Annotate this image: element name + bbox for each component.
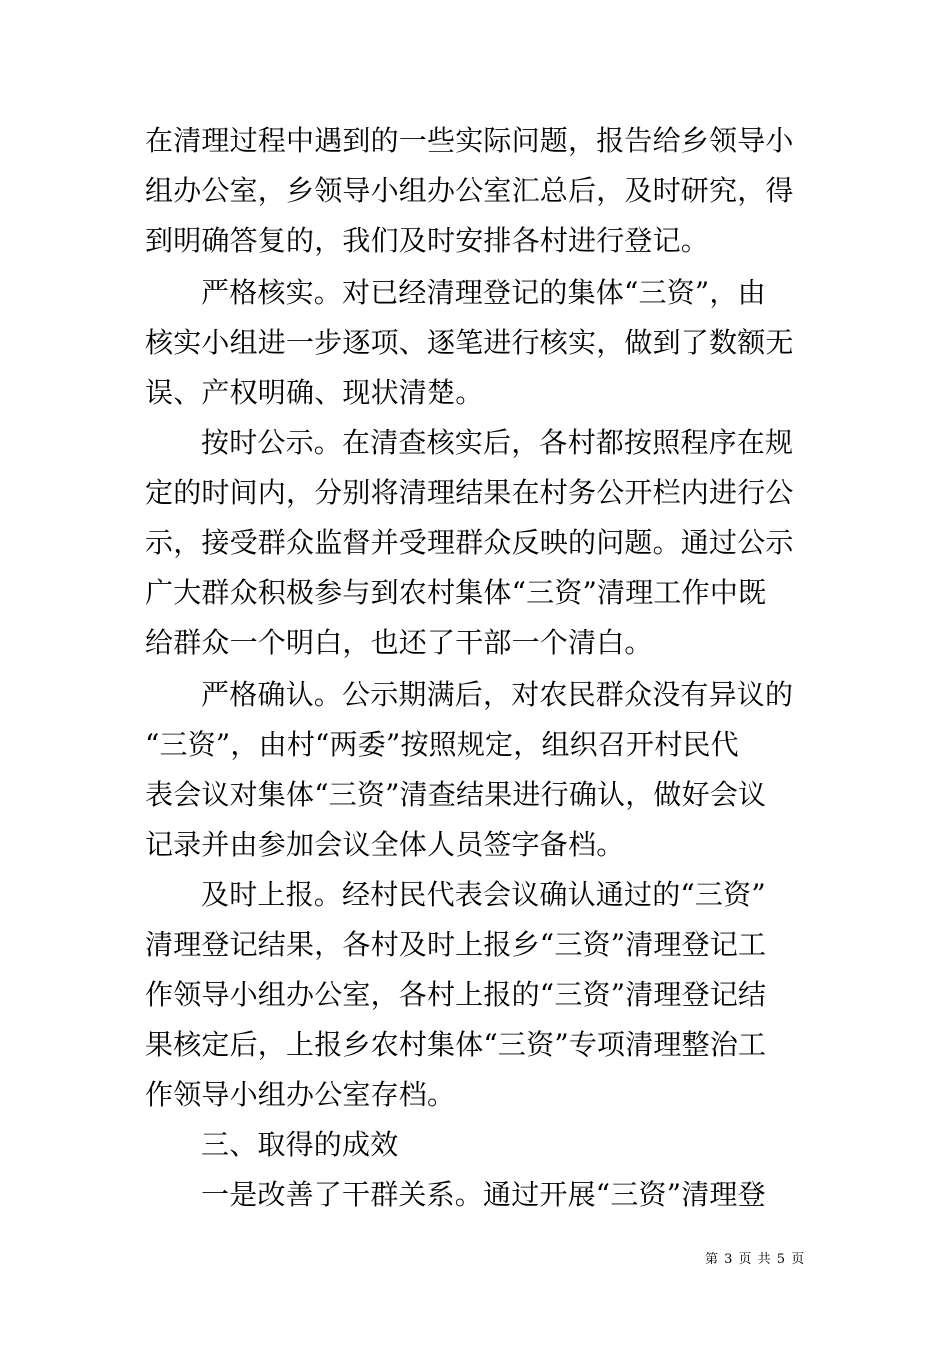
- text-line: 广大群众积极参与到农村集体“三资”清理工作中既: [145, 576, 767, 609]
- text-line: 表会议对集体“三资”清查结果进行确认，做好会议: [145, 778, 767, 811]
- text-line: 严格确认。公示期满后，对农民群众没有异议的: [201, 678, 794, 711]
- text-line: “三资”，由村“两委”按照规定，组织召开村民代: [145, 728, 739, 761]
- page-number: 第 3 页 共 5 页: [705, 1252, 806, 1267]
- text-line: 清理登记结果，各村及时上报乡“三资”清理登记工: [145, 928, 767, 961]
- text-line: 组办公室，乡领导小组办公室汇总后，及时研究，得: [145, 174, 794, 207]
- text-line: 示，接受群众监督并受理群众反映的问题。通过公示: [145, 526, 794, 559]
- text-line: 按时公示。在清查核实后，各村都按照程序在规: [201, 426, 794, 459]
- text-line: 误、产权明确、现状清楚。: [145, 376, 484, 409]
- text-line: 定的时间内，分别将清理结果在村务公开栏内进行公: [145, 476, 794, 509]
- text-line: 一是改善了干群关系。通过开展“三资”清理登: [201, 1178, 766, 1211]
- text-line: 在清理过程中遇到的一些实际问题，报告给乡领导小: [145, 124, 794, 157]
- text-line: 果核定后，上报乡农村集体“三资”专项清理整治工: [145, 1028, 767, 1061]
- text-line: 作领导小组办公室存档。: [145, 1078, 456, 1111]
- section-heading: 三、取得的成效: [201, 1128, 399, 1161]
- text-line: 核实小组进一步逐项、逐笔进行核实，做到了数额无: [145, 326, 794, 359]
- text-line: 严格核实。对已经清理登记的集体“三资”，由: [201, 276, 766, 309]
- text-line: 作领导小组办公室，各村上报的“三资”清理登记结: [145, 978, 767, 1011]
- text-line: 给群众一个明白，也还了干部一个清白。: [145, 626, 653, 659]
- text-line: 到明确答复的，我们及时安排各村进行登记。: [145, 224, 710, 257]
- text-line: 记录并由参加会议全体人员签字备档。: [145, 828, 625, 861]
- text-line: 及时上报。经村民代表会议确认通过的“三资”: [201, 878, 766, 911]
